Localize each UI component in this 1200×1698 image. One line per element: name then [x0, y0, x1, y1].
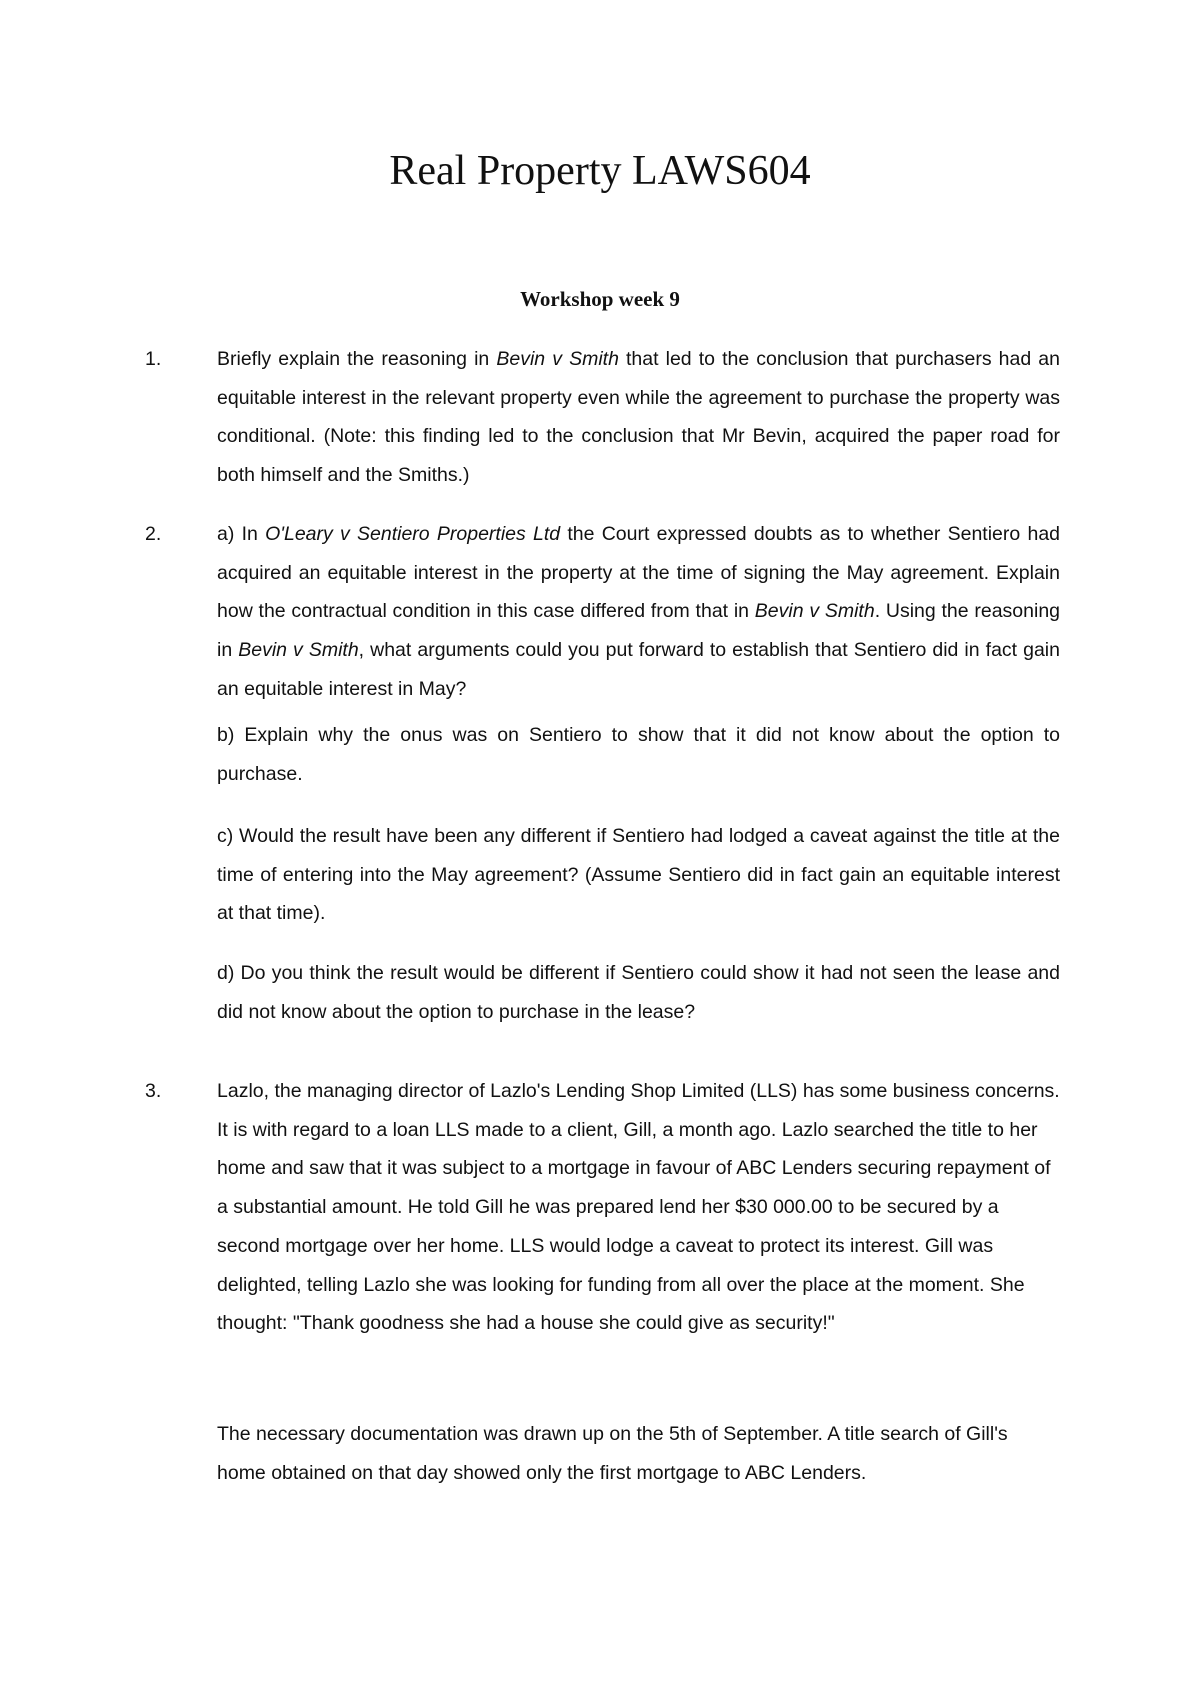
- question-paragraph: [217, 716, 1060, 793]
- paragraph-text: b) Explain why the onus was on Sentiero to show that it did not know about the option to purchase.: [217, 724, 1060, 785]
- question-number: 2.: [145, 523, 162, 545]
- case-name-italic: Bevin v Smith: [754, 600, 875, 623]
- paragraph-text: the Court expressed doubts as to whether Sentiero had acquired an equitable interest in the property at the time of signing the May agreement. Explain how the contractual condition in this case differed from that in: [217, 523, 1061, 623]
- paragraph-text: The necessary documentation was drawn up on the 5th of September. A title search of Gill's home obtained on that day showed only the first mortgage to ABC Lenders.: [217, 1423, 1008, 1484]
- case-name-italic: O'Leary v Sentiero Properties Ltd: [265, 523, 561, 545]
- question-paragraph: [217, 1072, 1060, 1343]
- case-name-italic: Bevin v Smith: [238, 639, 359, 662]
- workshop-heading: Workshop week 9: [520, 287, 680, 311]
- question-paragraph: [217, 1415, 1060, 1492]
- question-paragraph: [217, 954, 1060, 1031]
- document-title: Real Property LAWS604: [389, 148, 811, 194]
- paragraph-text: d) Do you think the result would be different if Sentiero could show it had not seen the lease and did not know about the option to purchase in the lease?: [217, 962, 1060, 1023]
- paragraph-text: a) In: [217, 523, 266, 545]
- paragraph-text: c) Would the result have been any different if Sentiero had lodged a caveat against the title at the time of entering into the May agreement? (Assume Sentiero did in fact gain an equitable interest at that time).: [217, 825, 1060, 925]
- question-number: 3.: [145, 1080, 162, 1102]
- case-name-italic: Bevin v Smith: [496, 348, 619, 370]
- paragraph-text: , what arguments could you put forward to establish that Sentiero did in fact gain an equitable interest in May?: [217, 639, 1060, 700]
- paragraph-text: Lazlo, the managing director of Lazlo's Lending Shop Limited (LLS) has some business concerns. It is with regard to a loan LLS made to a client, Gill, a month ago. Lazlo searched the title to her home and saw that it was subject to a mortgage in favour of ABC Lenders securing repayment of a substantial amount. He told Gill he was prepared lend her $30 000.00 to be secured by a second mortgage over her home. LLS would lodge a caveat to protect its interest. Gill was delighted, telling Lazlo she was looking for funding from all over the place at the moment. She thought: "Thank goodness she had a house she could give as security!": [217, 1080, 1060, 1335]
- question-paragraph: [217, 340, 1060, 495]
- paragraph-text: that led to the conclusion that purchasers had an equitable interest in the relevant property even while the agreement to purchase the property was conditional. (Note: this finding led to the conclusion that Mr Bevin, acquired the paper road for both himself and the Smiths.): [217, 348, 1060, 487]
- question-number: 1.: [145, 348, 162, 370]
- paragraph-text: . Using the reasoning in: [217, 600, 1061, 662]
- paragraph-text: Briefly explain the reasoning in: [217, 348, 497, 370]
- question-paragraph: [217, 515, 1060, 709]
- question-paragraph: [217, 817, 1060, 933]
